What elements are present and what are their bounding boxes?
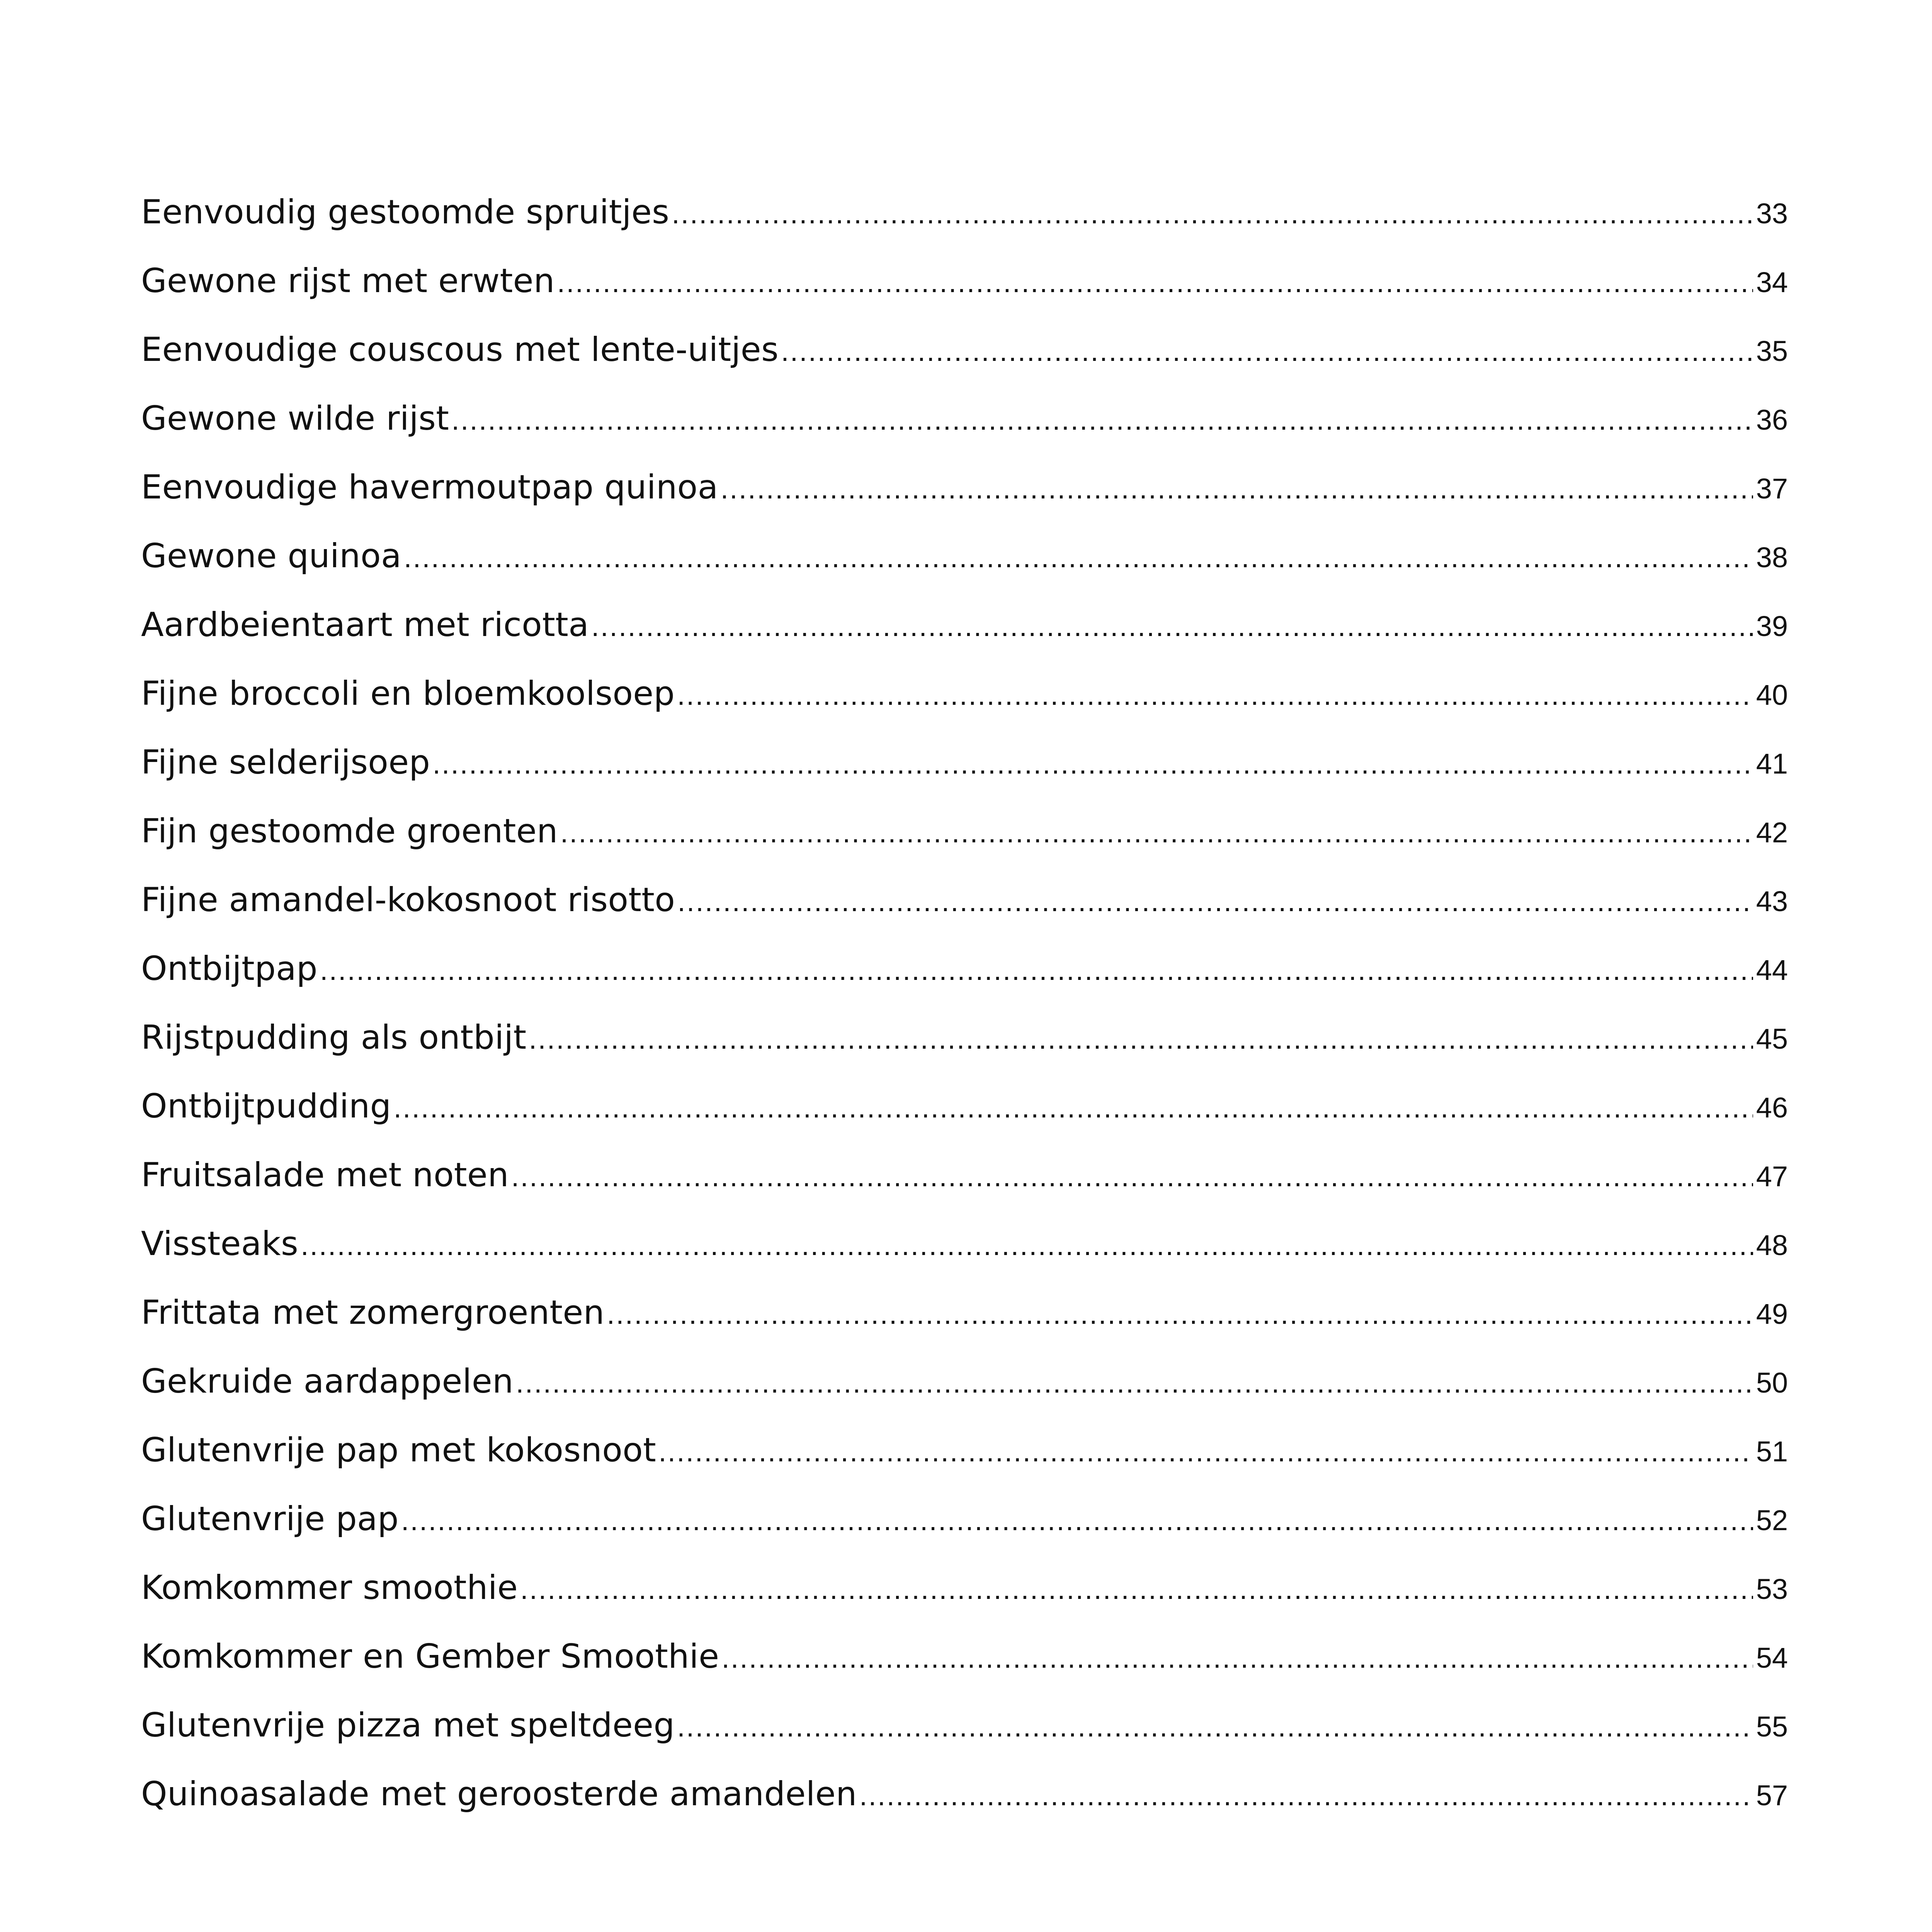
toc-entry-title: Ontbijtpudding [141,1087,391,1126]
toc-entry-title: Glutenvrije pap met kokosnoot [141,1431,656,1469]
toc-dot-leader [607,1280,1753,1349]
toc-dot-leader [451,386,1753,454]
toc-entry-page-number: 54 [1756,1642,1788,1674]
toc-entry-page-number: 36 [1756,404,1788,436]
toc-entry[interactable] [141,1760,1788,1828]
toc-entry-title: Aardbeientaart met ricotta [141,605,589,644]
toc-dot-leader [320,936,1753,1005]
toc-entry-page-number: 41 [1756,748,1788,780]
toc-entry-title: Fijn gestoomde groenten [141,812,558,850]
toc-dot-leader [432,730,1753,798]
toc-entry[interactable] [141,1209,1788,1278]
toc-entry[interactable] [141,384,1788,453]
toc-entry-page-number: 50 [1756,1367,1788,1399]
toc-dot-leader [721,454,1753,523]
toc-entry-title: Eenvoudig gestoomde spruitjes [141,193,670,231]
toc-entry-title: Vissteaks [141,1225,299,1263]
toc-entry[interactable] [141,728,1788,797]
toc-entry-title: Ontbijtpap [141,949,318,988]
toc-entry-title: Eenvoudige couscous met lente-uitjes [141,330,779,369]
toc-entry[interactable] [141,1553,1788,1622]
toc-entry[interactable] [141,1141,1788,1209]
toc-entry-title: Fijne amandel-kokosnoot risotto [141,881,675,919]
toc-entry-page-number: 52 [1756,1504,1788,1536]
toc-dot-leader [591,592,1753,661]
toc-dot-leader [859,1761,1753,1830]
toc-entry-page-number: 43 [1756,885,1788,917]
toc-entry-page-number: 44 [1756,954,1788,986]
toc-entry[interactable] [141,1691,1788,1760]
toc-entry-page-number: 40 [1756,679,1788,711]
toc-entry-title: Quinoasalade met geroosterde amandelen [141,1775,857,1813]
toc-entry[interactable] [141,1347,1788,1416]
toc-dot-leader [677,1692,1753,1761]
toc-entry-page-number: 55 [1756,1711,1788,1743]
toc-entry-page-number: 46 [1756,1092,1788,1124]
toc-dot-leader [404,523,1753,592]
toc-dot-leader [529,1005,1753,1073]
toc-entry[interactable] [141,934,1788,1003]
toc-dot-leader [401,1486,1753,1555]
toc-entry-page-number: 51 [1756,1435,1788,1468]
toc-entry[interactable] [141,797,1788,866]
toc-entry-title: Frittata met zomergroenten [141,1293,605,1332]
toc-dot-leader [520,1555,1753,1624]
toc-entry-page-number: 53 [1756,1573,1788,1605]
toc-dot-leader [393,1073,1753,1142]
toc-entry-page-number: 42 [1756,816,1788,849]
toc-entry-page-number: 39 [1756,610,1788,642]
toc-entry[interactable] [141,659,1788,728]
toc-entry[interactable] [141,1622,1788,1691]
toc-dot-leader [781,317,1753,386]
toc-dot-leader [560,798,1753,867]
toc-list [141,178,1788,1828]
toc-dot-leader [658,1417,1753,1486]
toc-dot-leader [677,867,1753,936]
toc-entry[interactable] [141,178,1788,247]
toc-entry[interactable] [141,1072,1788,1141]
toc-entry-page-number: 45 [1756,1023,1788,1055]
toc-entry-page-number: 49 [1756,1298,1788,1330]
toc-dot-leader [301,1211,1753,1280]
toc-entry-title: Komkommer en Gember Smoothie [141,1637,719,1676]
toc-entry-title: Glutenvrije pizza met speltdeeg [141,1706,675,1745]
toc-entry-title: Fijne selderijsoep [141,743,430,782]
toc-entry-title: Glutenvrije pap [141,1500,399,1538]
toc-entry-page-number: 34 [1756,266,1788,298]
toc-entry-title: Gewone rijst met erwten [141,262,555,300]
toc-entry-title: Rijstpudding als ontbijt [141,1018,527,1057]
toc-entry[interactable] [141,590,1788,659]
toc-entry[interactable] [141,1485,1788,1553]
toc-dot-leader [672,179,1753,248]
toc-entry[interactable] [141,1003,1788,1072]
toc-entry-title: Gewone wilde rijst [141,399,449,438]
toc-entry-title: Fruitsalade met noten [141,1156,509,1194]
toc-entry-page-number: 37 [1756,473,1788,505]
toc-entry-page-number: 35 [1756,335,1788,367]
toc-entry-title: Komkommer smoothie [141,1568,518,1607]
toc-dot-leader [721,1624,1753,1692]
toc-entry-title: Gekruide aardappelen [141,1362,514,1401]
toc-entry[interactable] [141,1278,1788,1347]
toc-entry-page-number: 48 [1756,1229,1788,1261]
toc-entry[interactable] [141,1416,1788,1485]
toc-entry-page-number: 38 [1756,541,1788,573]
toc-entry-page-number: 33 [1756,197,1788,230]
toc-dot-leader [511,1142,1753,1211]
toc-entry[interactable] [141,522,1788,590]
toc-dot-leader [516,1349,1753,1417]
toc-entry-title: Fijne broccoli en bloemkoolsoep [141,674,675,713]
toc-entry-title: Gewone quinoa [141,537,401,575]
toc-entry[interactable] [141,453,1788,522]
toc-dot-leader [557,248,1753,317]
toc-dot-leader [677,661,1753,730]
toc-entry-page-number: 47 [1756,1160,1788,1192]
toc-entry-page-number: 57 [1756,1779,1788,1811]
toc-entry[interactable] [141,866,1788,934]
toc-entry[interactable] [141,315,1788,384]
toc-entry-title: Eenvoudige havermoutpap quinoa [141,468,718,507]
toc-entry[interactable] [141,247,1788,315]
